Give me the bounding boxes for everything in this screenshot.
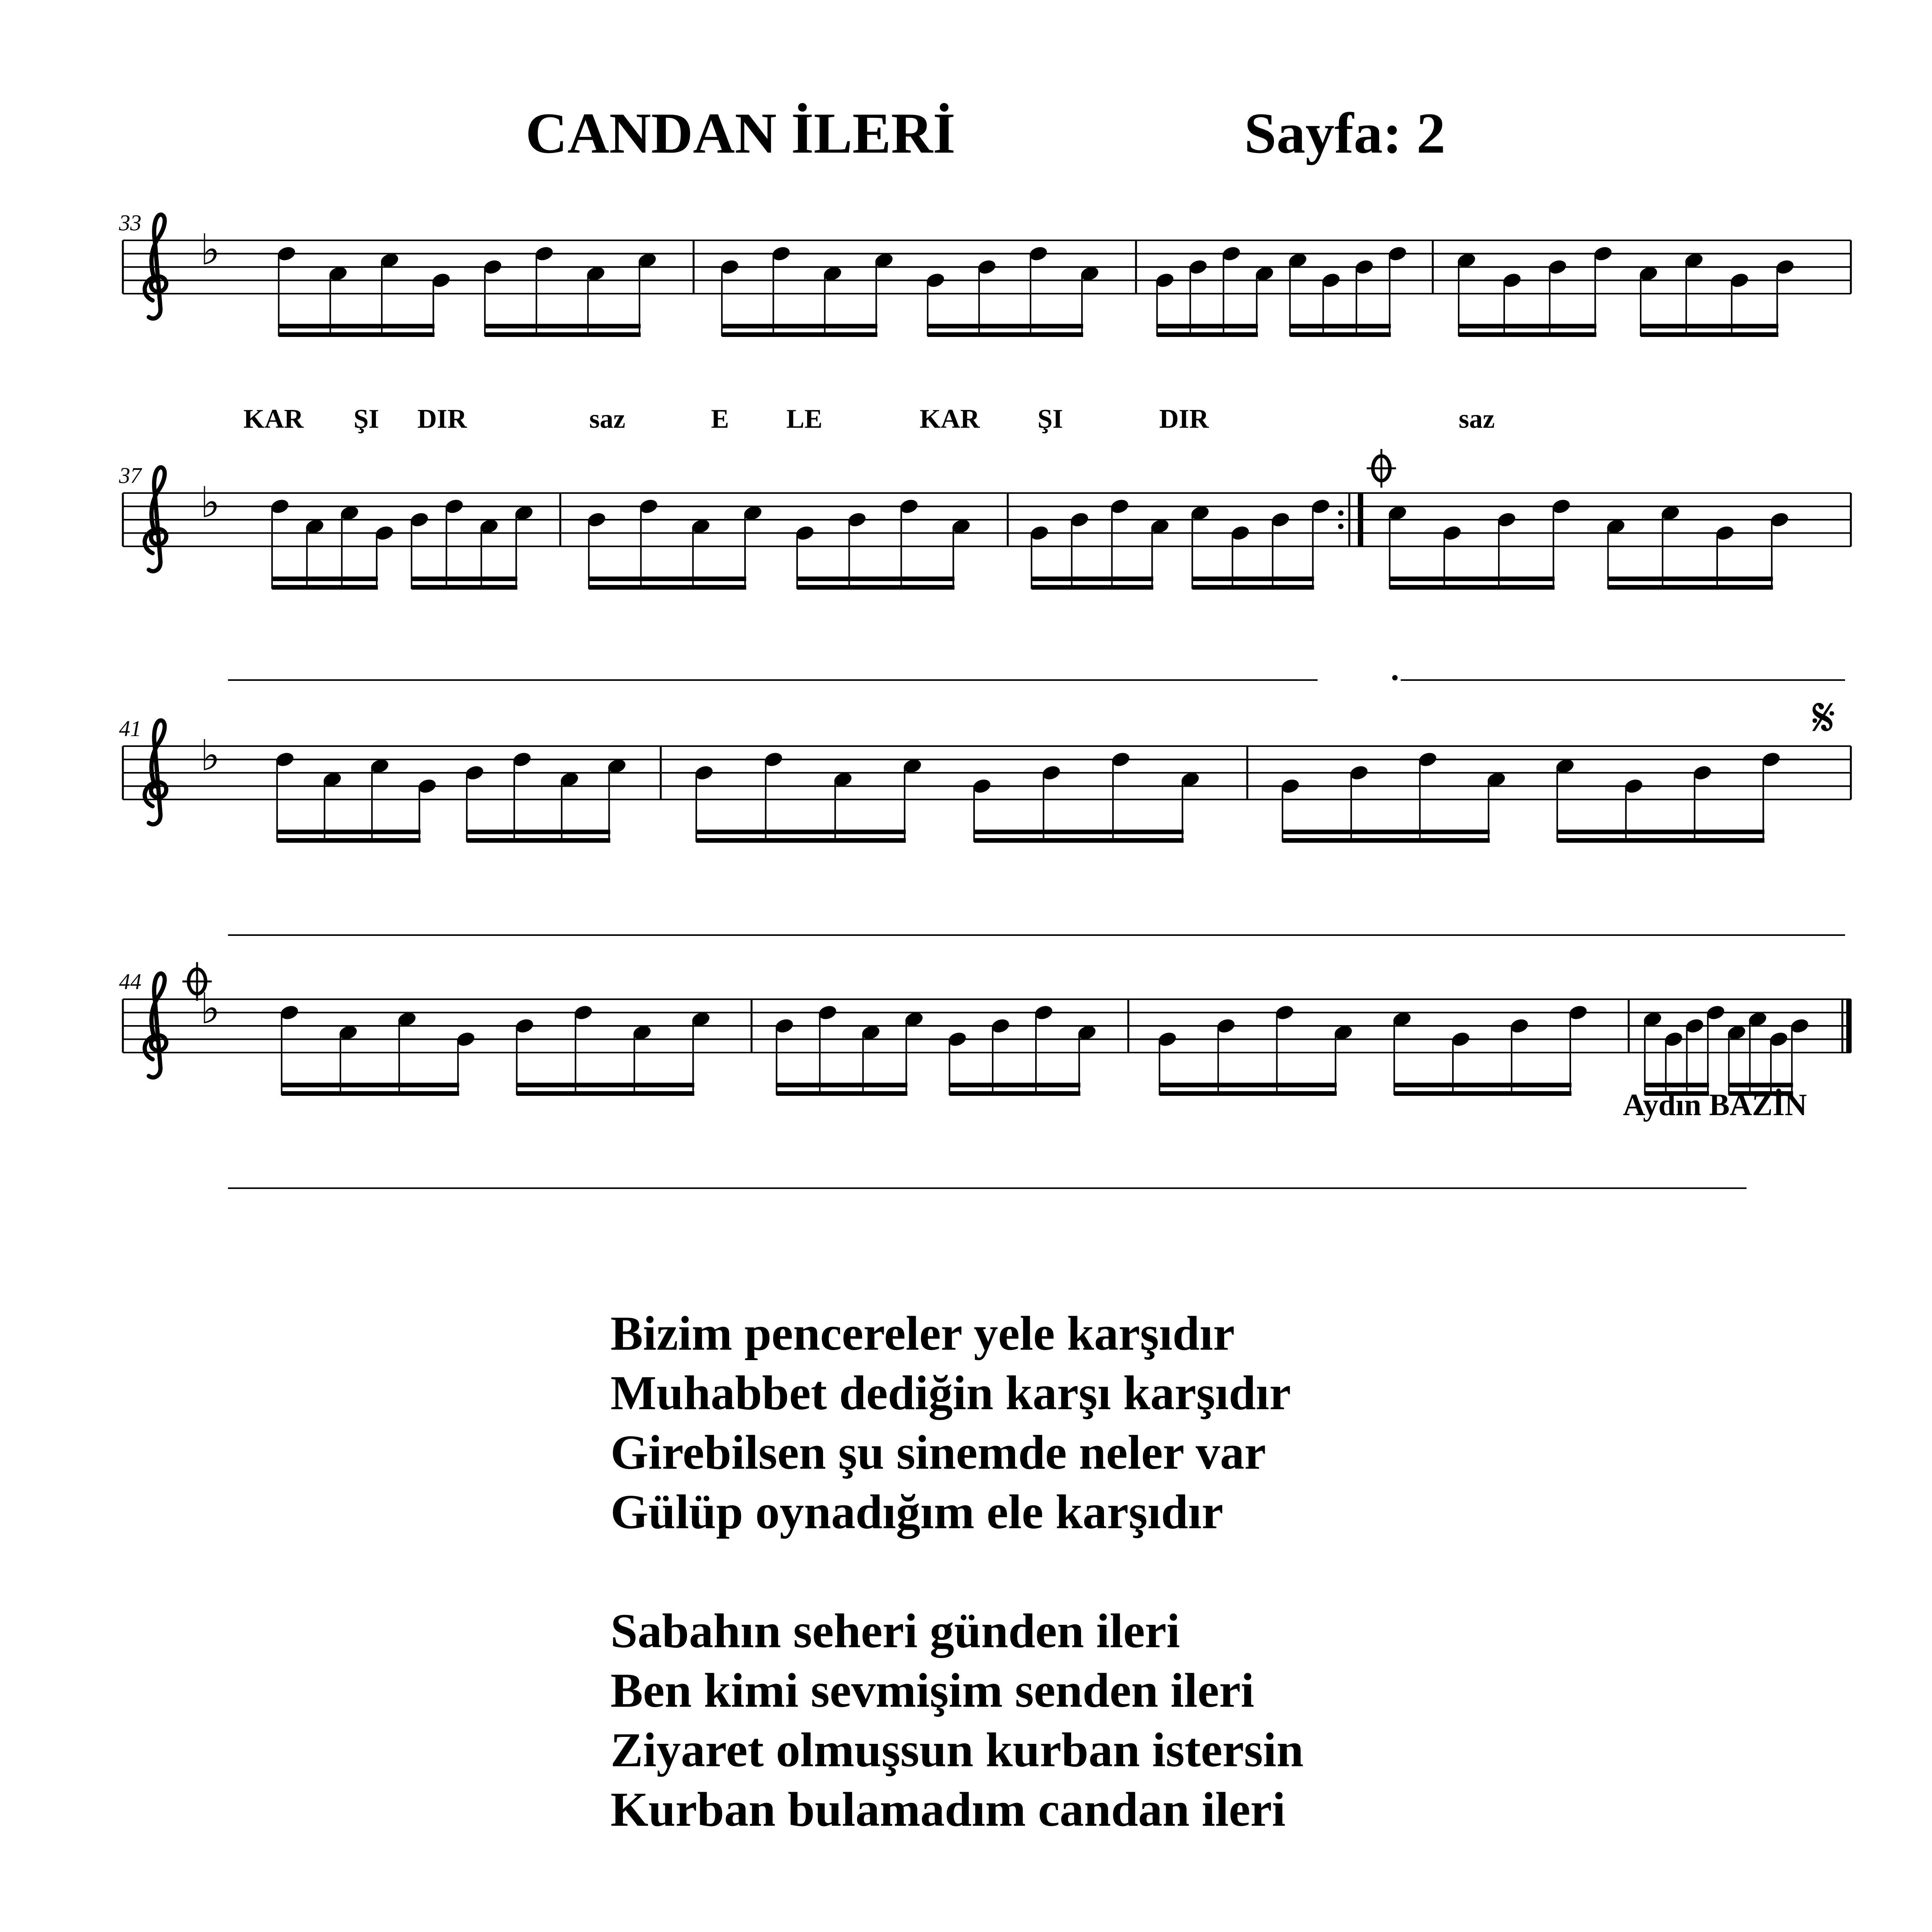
verse-line: Gülüp oynadığım ele karşıdır [611, 1485, 1223, 1539]
verse-line: Sabahın seheri günden ileri [611, 1604, 1180, 1658]
staff [123, 467, 1851, 680]
beam [272, 577, 378, 581]
lyric-syllable: DIR [1159, 404, 1209, 434]
beam [722, 324, 877, 328]
flat-sign-icon: ♭ [200, 478, 220, 527]
beam [1290, 324, 1391, 328]
beam [1608, 577, 1773, 581]
beam [277, 838, 420, 843]
beam [777, 1091, 908, 1096]
lyric-syllable: ŞI [1037, 404, 1063, 434]
lyric-syllable: KAR [920, 404, 980, 434]
beam [722, 332, 877, 337]
beam [1645, 1083, 1709, 1087]
page-title: CANDAN İLERİ [526, 101, 956, 165]
beam [467, 838, 610, 843]
beam [485, 332, 641, 337]
flat-sign-icon: ♭ [200, 984, 220, 1034]
beam [1160, 1083, 1337, 1087]
beam [1641, 332, 1778, 337]
beam [1192, 585, 1314, 590]
beam [1160, 1091, 1337, 1096]
verse-line: Kurban bulamadım candan ileri [611, 1783, 1286, 1837]
lyric-syllable: E [711, 404, 729, 434]
lyric-syllable: KAR [243, 404, 304, 434]
beam [797, 585, 954, 590]
verse-line: Bizim pencereler yele karşıdır [611, 1307, 1235, 1361]
staff [123, 720, 1851, 935]
verse-1 [611, 1304, 1304, 1542]
lyrics-verses [611, 1304, 1304, 1899]
flat-sign-icon: ♭ [200, 731, 220, 781]
composer-credit: Aydın BAZİN [1623, 1088, 1807, 1122]
beam [1390, 577, 1555, 581]
beam [1729, 1083, 1793, 1087]
beam [1459, 324, 1596, 328]
repeat-dot [1338, 510, 1344, 516]
beam [777, 1083, 908, 1087]
beam [1290, 332, 1391, 337]
segno-icon: 𝄋 [1812, 686, 1836, 749]
beam [1557, 838, 1764, 843]
beam [279, 332, 434, 337]
beam [589, 577, 746, 581]
beam [928, 324, 1083, 328]
beam [1641, 324, 1778, 328]
beam [974, 838, 1184, 843]
beam [272, 585, 378, 590]
lyric-syllable: ŞI [354, 404, 379, 434]
beam [412, 585, 517, 590]
beam [1459, 332, 1596, 337]
beam [949, 1091, 1080, 1096]
beam [696, 838, 906, 843]
beam [467, 830, 610, 834]
beam [412, 577, 517, 581]
beam [1032, 585, 1153, 590]
repeat-dot [1338, 524, 1344, 529]
coda-icon [1367, 449, 1396, 488]
measure-number: 37 [119, 463, 141, 488]
beam [277, 830, 420, 834]
verse-2 [611, 1602, 1304, 1840]
verse-line: Girebilsen şu sinemde neler var [611, 1426, 1266, 1480]
beam [1390, 585, 1555, 590]
staff-systems [123, 214, 1852, 1188]
beam [974, 830, 1184, 834]
staff [123, 973, 1852, 1188]
beam [1032, 577, 1153, 581]
measure-number: 41 [119, 716, 141, 741]
beam [949, 1083, 1080, 1087]
beam [517, 1083, 694, 1087]
beam [1394, 1091, 1571, 1096]
beam [1557, 830, 1764, 834]
beam [282, 1083, 459, 1087]
lyric-dot [1392, 675, 1398, 680]
beam [279, 324, 434, 328]
beam [1157, 332, 1258, 337]
verse-line: Ben kimi sevmişim senden ileri [611, 1664, 1254, 1718]
beam [1192, 577, 1314, 581]
beam [1282, 838, 1490, 843]
beam [928, 332, 1083, 337]
page-number: Sayfa: 2 [1244, 101, 1446, 165]
beam [282, 1091, 459, 1096]
beam [589, 585, 746, 590]
lyric-syllable: DIR [417, 404, 467, 434]
measure-number: 44 [119, 969, 141, 994]
flat-sign-icon: ♭ [200, 225, 220, 275]
measure-number: 33 [119, 210, 141, 235]
repeat-end-icon [1358, 493, 1363, 546]
beam [1608, 585, 1773, 590]
lyric-syllable: saz [1459, 404, 1495, 434]
beam [797, 577, 954, 581]
beam [1282, 830, 1490, 834]
beam [517, 1091, 694, 1096]
beam [485, 324, 641, 328]
beam [696, 830, 906, 834]
beam [1394, 1083, 1571, 1087]
lyric-syllable: LE [786, 404, 823, 434]
lyric-syllable: saz [589, 404, 626, 434]
beam [1157, 324, 1258, 328]
final-barline-icon [1846, 999, 1852, 1053]
notes-layer [269, 245, 1810, 1096]
verse-line: Muhabbet dediğin karşı karşıdır [611, 1366, 1291, 1420]
verse-line: Ziyaret olmuşsun kurban istersin [611, 1723, 1304, 1777]
